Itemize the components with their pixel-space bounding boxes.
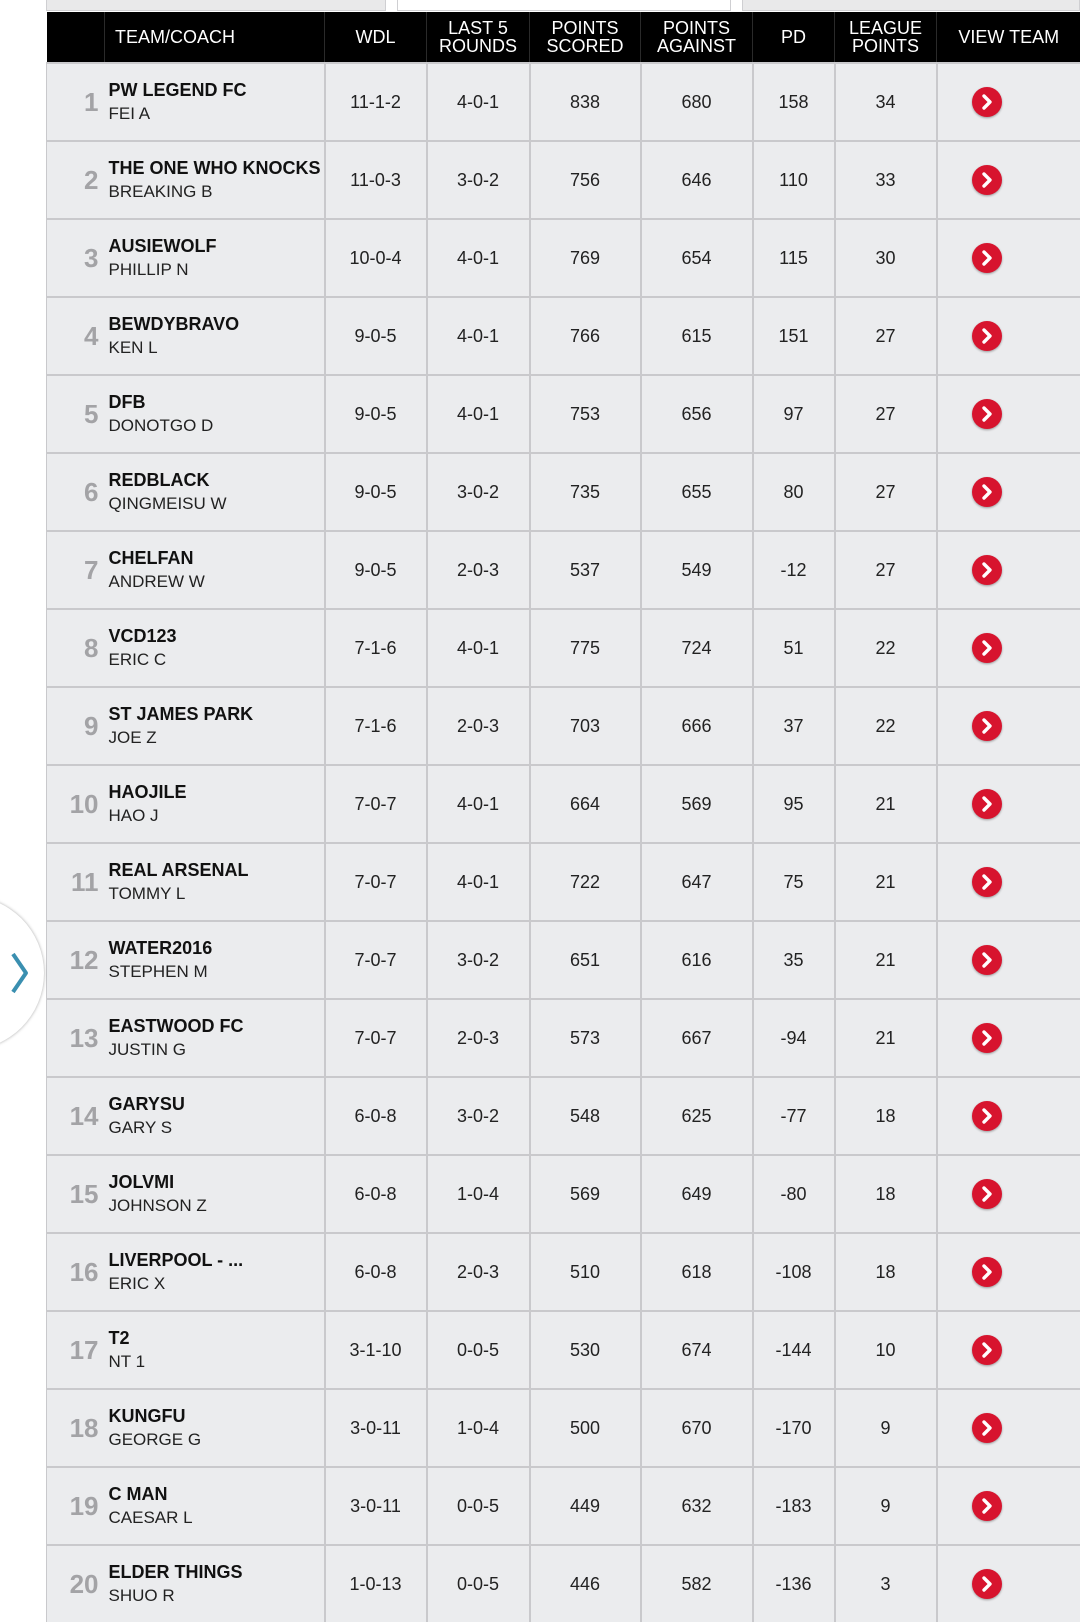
points-scored-cell: 569 [530, 1155, 641, 1233]
points-against-cell: 616 [641, 921, 753, 999]
chevron-right-icon [972, 1179, 1002, 1209]
points-against-cell: 569 [641, 765, 753, 843]
coach-name: DONOTGO D [109, 414, 324, 437]
wdl-cell: 9-0-5 [325, 453, 427, 531]
chevron-right-icon [972, 477, 1002, 507]
coach-name: BREAKING B [109, 180, 324, 203]
pd-cell: 151 [753, 297, 835, 375]
chevron-right-icon [972, 945, 1002, 975]
table-row [47, 1467, 1080, 1545]
points-scored-cell: 703 [530, 687, 641, 765]
points-scored-cell: 753 [530, 375, 641, 453]
points-scored-cell: 735 [530, 453, 641, 531]
view-team-cell [937, 843, 1080, 921]
table-row [47, 1155, 1080, 1233]
pd-cell: 35 [753, 921, 835, 999]
league-points-cell: 18 [835, 1077, 937, 1155]
league-points-cell: 3 [835, 1545, 937, 1622]
pd-cell: 95 [753, 765, 835, 843]
team-coach-cell [105, 843, 325, 921]
wdl-cell: 1-0-13 [325, 1545, 427, 1622]
table-row [47, 921, 1080, 999]
league-points-cell: 10 [835, 1311, 937, 1389]
points-against-cell: 670 [641, 1389, 753, 1467]
points-against-cell: 655 [641, 453, 753, 531]
wdl-cell: 3-0-11 [325, 1467, 427, 1545]
last5-cell: 0-0-5 [427, 1545, 530, 1622]
wdl-cell: 7-0-7 [325, 921, 427, 999]
chevron-right-icon [972, 867, 1002, 897]
chevron-right-icon [972, 1491, 1002, 1521]
table-row [47, 1389, 1080, 1467]
chevron-right-icon [972, 1335, 1002, 1365]
coach-name: TOMMY L [109, 882, 324, 905]
team-coach-cell [105, 453, 325, 531]
team-name[interactable]: KUNGFU [109, 1405, 324, 1428]
wdl-cell: 3-0-11 [325, 1389, 427, 1467]
chevron-right-icon [972, 165, 1002, 195]
team-coach-cell [105, 219, 325, 297]
rank-cell: 10 [47, 765, 105, 843]
view-team-cell [937, 1155, 1080, 1233]
last5-cell: 2-0-3 [427, 1233, 530, 1311]
last5-cell: 4-0-1 [427, 609, 530, 687]
view-team-cell [937, 687, 1080, 765]
last5-cell: 2-0-3 [427, 687, 530, 765]
team-coach-cell [105, 1389, 325, 1467]
coach-name: JOHNSON Z [109, 1194, 324, 1217]
wdl-cell: 6-0-8 [325, 1155, 427, 1233]
team-name[interactable]: WATER2016 [109, 937, 324, 960]
last5-cell: 2-0-3 [427, 999, 530, 1077]
points-scored-cell: 651 [530, 921, 641, 999]
side-drawer-tab[interactable] [0, 896, 44, 1050]
last5-cell: 4-0-1 [427, 375, 530, 453]
team-coach-cell [105, 141, 325, 219]
view-team-cell [937, 1233, 1080, 1311]
wdl-cell: 3-1-10 [325, 1311, 427, 1389]
view-team-button[interactable] [972, 87, 1002, 117]
last5-cell: 4-0-1 [427, 297, 530, 375]
chevron-right-icon [10, 952, 30, 994]
wdl-cell: 7-0-7 [325, 765, 427, 843]
last5-cell: 0-0-5 [427, 1311, 530, 1389]
league-points-cell: 30 [835, 219, 937, 297]
table-row [47, 1233, 1080, 1311]
ladder-table [46, 12, 1080, 1622]
team-name[interactable]: DFB [109, 391, 324, 414]
team-coach-header[interactable]: TEAM/COACH [105, 12, 325, 63]
view-team-button[interactable] [972, 243, 1002, 273]
view-team-cell [937, 375, 1080, 453]
points-scored-cell: 500 [530, 1389, 641, 1467]
chevron-right-icon [972, 633, 1002, 663]
view-team-button[interactable] [972, 477, 1002, 507]
rank-cell: 6 [47, 453, 105, 531]
last5-cell: 4-0-1 [427, 843, 530, 921]
chevron-right-icon [972, 321, 1002, 351]
points-scored-cell: 446 [530, 1545, 641, 1622]
table-row [47, 219, 1080, 297]
chevron-right-icon [972, 87, 1002, 117]
league-points-cell: 27 [835, 453, 937, 531]
points-against-cell: 649 [641, 1155, 753, 1233]
view-team-cell [937, 1077, 1080, 1155]
last5-cell: 3-0-2 [427, 1077, 530, 1155]
team-coach-cell [105, 531, 325, 609]
view-team-cell [937, 453, 1080, 531]
league-points-cell: 27 [835, 297, 937, 375]
last5-cell: 3-0-2 [427, 141, 530, 219]
pd-cell: -94 [753, 999, 835, 1077]
team-coach-cell [105, 1467, 325, 1545]
points-scored-cell: 530 [530, 1311, 641, 1389]
coach-name: PHILLIP N [109, 258, 324, 281]
view-team-cell [937, 609, 1080, 687]
team-coach-cell [105, 687, 325, 765]
coach-name: HAO J [109, 804, 324, 827]
last5-cell: 1-0-4 [427, 1155, 530, 1233]
points-scored-cell: 769 [530, 219, 641, 297]
last5-cell: 0-0-5 [427, 1467, 530, 1545]
view-team-cell [937, 921, 1080, 999]
league-points-cell: 21 [835, 843, 937, 921]
rank-cell: 4 [47, 297, 105, 375]
pd-cell: 37 [753, 687, 835, 765]
team-name[interactable]: C MAN [109, 1483, 324, 1506]
last5-cell: 4-0-1 [427, 219, 530, 297]
table-row [47, 141, 1080, 219]
coach-name: NT 1 [109, 1350, 324, 1373]
team-coach-cell [105, 1311, 325, 1389]
team-coach-cell [105, 765, 325, 843]
points-against-cell: 615 [641, 297, 753, 375]
view-team-cell [937, 765, 1080, 843]
table-row [47, 375, 1080, 453]
team-coach-cell [105, 375, 325, 453]
table-row [47, 453, 1080, 531]
pd-cell: -144 [753, 1311, 835, 1389]
coach-name: QINGMEISU W [109, 492, 324, 515]
pd-cell: 115 [753, 219, 835, 297]
last5-cell: 1-0-4 [427, 1389, 530, 1467]
points-against-cell: 667 [641, 999, 753, 1077]
team-name[interactable]: GARYSU [109, 1093, 324, 1116]
coach-name: JOE Z [109, 726, 324, 749]
points-against-cell: 632 [641, 1467, 753, 1545]
view-team-cell [937, 1389, 1080, 1467]
view-team-button[interactable] [972, 867, 1002, 897]
rank-cell: 2 [47, 141, 105, 219]
points-against-cell: 647 [641, 843, 753, 921]
points-against-cell: 618 [641, 1233, 753, 1311]
chevron-right-icon [972, 399, 1002, 429]
rank-header [47, 12, 105, 63]
rank-cell: 8 [47, 609, 105, 687]
chevron-right-icon [972, 555, 1002, 585]
view-team-cell [937, 1311, 1080, 1389]
wdl-header[interactable]: WDL [325, 12, 427, 63]
team-name[interactable]: PW LEGEND FC [109, 79, 324, 102]
view-team-button[interactable] [972, 1335, 1002, 1365]
wdl-cell: 10-0-4 [325, 219, 427, 297]
wdl-cell: 7-0-7 [325, 843, 427, 921]
chevron-right-icon [972, 243, 1002, 273]
last5-cell: 4-0-1 [427, 765, 530, 843]
view-team-header: VIEW TEAM [937, 12, 1080, 63]
view-team-cell [937, 219, 1080, 297]
points-against-cell: 666 [641, 687, 753, 765]
pd-cell: -80 [753, 1155, 835, 1233]
league-points-cell: 18 [835, 1155, 937, 1233]
team-coach-cell [105, 63, 325, 141]
chevron-right-icon [972, 1023, 1002, 1053]
points-against-cell: 646 [641, 141, 753, 219]
league-points-cell: 9 [835, 1467, 937, 1545]
team-name[interactable]: CHELFAN [109, 547, 324, 570]
team-name[interactable]: EASTWOOD FC [109, 1015, 324, 1038]
wdl-cell: 11-0-3 [325, 141, 427, 219]
wdl-cell: 9-0-5 [325, 375, 427, 453]
view-team-button[interactable] [972, 789, 1002, 819]
table-row [47, 609, 1080, 687]
view-team-button[interactable] [972, 1257, 1002, 1287]
points-scored-cell: 548 [530, 1077, 641, 1155]
view-team-cell [937, 999, 1080, 1077]
view-team-button[interactable] [972, 399, 1002, 429]
league-points-cell: 18 [835, 1233, 937, 1311]
rank-cell: 11 [47, 843, 105, 921]
league-points-cell: 22 [835, 609, 937, 687]
team-name[interactable]: JOLVMI [109, 1171, 324, 1194]
rank-cell: 16 [47, 1233, 105, 1311]
wdl-cell: 6-0-8 [325, 1233, 427, 1311]
team-name[interactable]: ST JAMES PARK [109, 703, 324, 726]
points-scored-header[interactable]: POINTS SCORED [530, 12, 641, 63]
points-scored-cell: 573 [530, 999, 641, 1077]
coach-name: KEN L [109, 336, 324, 359]
coach-name: ERIC X [109, 1272, 324, 1295]
coach-name: CAESAR L [109, 1506, 324, 1529]
last5-cell: 3-0-2 [427, 453, 530, 531]
view-team-button[interactable] [972, 321, 1002, 351]
points-scored-cell: 510 [530, 1233, 641, 1311]
team-name[interactable]: T2 [109, 1327, 324, 1350]
team-name[interactable]: BEWDYBRAVO [109, 313, 324, 336]
points-scored-cell: 838 [530, 63, 641, 141]
points-against-cell: 674 [641, 1311, 753, 1389]
tab-middle-active[interactable] [397, 0, 731, 11]
coach-name: SHUO R [109, 1584, 324, 1607]
view-team-cell [937, 63, 1080, 141]
coach-name: GARY S [109, 1116, 324, 1139]
table-row [47, 999, 1080, 1077]
rank-cell: 17 [47, 1311, 105, 1389]
rank-cell: 1 [47, 63, 105, 141]
team-coach-cell [105, 999, 325, 1077]
view-team-button[interactable] [972, 1491, 1002, 1521]
league-points-cell: 27 [835, 531, 937, 609]
league-points-cell: 21 [835, 921, 937, 999]
last5-cell: 3-0-2 [427, 921, 530, 999]
league-points-cell: 34 [835, 63, 937, 141]
team-coach-cell [105, 297, 325, 375]
pd-cell: -136 [753, 1545, 835, 1622]
view-team-cell [937, 1467, 1080, 1545]
rank-cell: 20 [47, 1545, 105, 1622]
points-scored-cell: 449 [530, 1467, 641, 1545]
view-team-cell [937, 531, 1080, 609]
team-coach-cell [105, 1545, 325, 1622]
pd-cell: -108 [753, 1233, 835, 1311]
table-row [47, 1077, 1080, 1155]
view-team-button[interactable] [972, 945, 1002, 975]
view-team-button[interactable] [972, 1179, 1002, 1209]
wdl-cell: 7-0-7 [325, 999, 427, 1077]
rank-cell: 3 [47, 219, 105, 297]
view-team-cell [937, 1545, 1080, 1622]
view-team-button[interactable] [972, 1023, 1002, 1053]
points-scored-cell: 664 [530, 765, 641, 843]
points-against-cell: 656 [641, 375, 753, 453]
pd-cell: -170 [753, 1389, 835, 1467]
wdl-cell: 9-0-5 [325, 297, 427, 375]
league-points-cell: 21 [835, 765, 937, 843]
coach-name: JUSTIN G [109, 1038, 324, 1061]
team-name[interactable]: LIVERPOOL - ... [109, 1249, 324, 1272]
wdl-cell: 6-0-8 [325, 1077, 427, 1155]
coach-name: STEPHEN M [109, 960, 324, 983]
team-name[interactable]: AUSIEWOLF [109, 235, 324, 258]
pd-header[interactable]: PD [753, 12, 835, 63]
wdl-cell: 7-1-6 [325, 687, 427, 765]
team-name[interactable]: REAL ARSENAL [109, 859, 324, 882]
team-name[interactable]: ELDER THINGS [109, 1561, 324, 1584]
points-scored-cell: 775 [530, 609, 641, 687]
table-row [47, 843, 1080, 921]
last5-cell: 4-0-1 [427, 63, 530, 141]
pd-cell: -12 [753, 531, 835, 609]
view-team-button[interactable] [972, 165, 1002, 195]
table-row [47, 1545, 1080, 1622]
wdl-cell: 7-1-6 [325, 609, 427, 687]
rank-cell: 15 [47, 1155, 105, 1233]
points-against-cell: 625 [641, 1077, 753, 1155]
rank-cell: 7 [47, 531, 105, 609]
coach-name: ANDREW W [109, 570, 324, 593]
chevron-right-icon [972, 1257, 1002, 1287]
rank-cell: 13 [47, 999, 105, 1077]
coach-name: FEI A [109, 102, 324, 125]
team-name[interactable]: VCD123 [109, 625, 324, 648]
points-scored-cell: 756 [530, 141, 641, 219]
points-against-header[interactable]: POINTS AGAINST [641, 12, 753, 63]
rank-cell: 12 [47, 921, 105, 999]
pd-cell: -77 [753, 1077, 835, 1155]
chevron-right-icon [972, 711, 1002, 741]
team-coach-cell [105, 1077, 325, 1155]
points-scored-cell: 537 [530, 531, 641, 609]
points-against-cell: 549 [641, 531, 753, 609]
league-points-header[interactable]: LEAGUE POINTS [835, 12, 937, 63]
rank-cell: 5 [47, 375, 105, 453]
team-name[interactable]: THE ONE WHO KNOCKS [109, 157, 324, 180]
view-team-button[interactable] [972, 555, 1002, 585]
team-coach-cell [105, 609, 325, 687]
view-team-button[interactable] [972, 1413, 1002, 1443]
team-coach-cell [105, 1233, 325, 1311]
coach-name: GEORGE G [109, 1428, 324, 1451]
view-team-button[interactable] [972, 633, 1002, 663]
view-team-button[interactable] [972, 1101, 1002, 1131]
table-row [47, 687, 1080, 765]
wdl-cell: 9-0-5 [325, 531, 427, 609]
table-row [47, 1311, 1080, 1389]
league-points-cell: 21 [835, 999, 937, 1077]
rank-cell: 18 [47, 1389, 105, 1467]
wdl-cell: 11-1-2 [325, 63, 427, 141]
rank-cell: 9 [47, 687, 105, 765]
tab-left[interactable] [46, 0, 386, 11]
points-against-cell: 654 [641, 219, 753, 297]
view-team-cell [937, 141, 1080, 219]
team-coach-cell [105, 921, 325, 999]
pd-cell: 158 [753, 63, 835, 141]
table-row [47, 63, 1080, 141]
view-team-button[interactable] [972, 711, 1002, 741]
league-points-cell: 27 [835, 375, 937, 453]
pd-cell: 80 [753, 453, 835, 531]
pd-cell: -183 [753, 1467, 835, 1545]
points-scored-cell: 766 [530, 297, 641, 375]
header-row [47, 12, 1080, 63]
last5-header[interactable]: LAST 5 ROUNDS [427, 12, 530, 63]
points-scored-cell: 722 [530, 843, 641, 921]
table-row [47, 765, 1080, 843]
tab-right[interactable] [742, 0, 1080, 11]
league-points-cell: 9 [835, 1389, 937, 1467]
pd-cell: 75 [753, 843, 835, 921]
view-team-button[interactable] [972, 1569, 1002, 1599]
chevron-right-icon [972, 789, 1002, 819]
pd-cell: 51 [753, 609, 835, 687]
league-points-cell: 33 [835, 141, 937, 219]
coach-name: ERIC C [109, 648, 324, 671]
tab-strip [46, 0, 1080, 12]
table-row [47, 531, 1080, 609]
chevron-right-icon [972, 1413, 1002, 1443]
last5-cell: 2-0-3 [427, 531, 530, 609]
points-against-cell: 680 [641, 63, 753, 141]
chevron-right-icon [972, 1569, 1002, 1599]
pd-cell: 97 [753, 375, 835, 453]
points-against-cell: 582 [641, 1545, 753, 1622]
points-against-cell: 724 [641, 609, 753, 687]
view-team-cell [937, 297, 1080, 375]
pd-cell: 110 [753, 141, 835, 219]
chevron-right-icon [972, 1101, 1002, 1131]
league-points-cell: 22 [835, 687, 937, 765]
team-name[interactable]: HAOJILE [109, 781, 324, 804]
team-name[interactable]: REDBLACK [109, 469, 324, 492]
team-coach-cell [105, 1155, 325, 1233]
rank-cell: 14 [47, 1077, 105, 1155]
table-row [47, 297, 1080, 375]
rank-cell: 19 [47, 1467, 105, 1545]
